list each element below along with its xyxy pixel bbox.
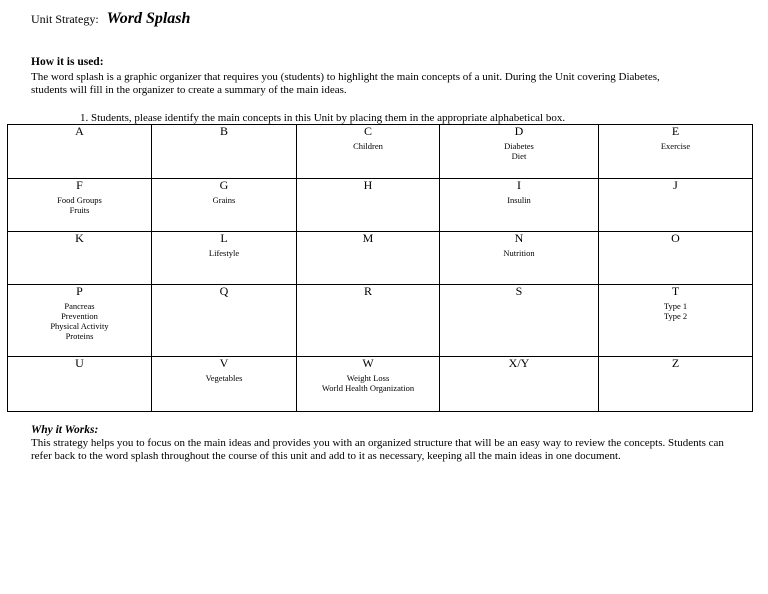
cell-term: Diabetes: [504, 141, 534, 151]
cell-letter: B: [219, 124, 228, 138]
grid-cell: [152, 357, 297, 412]
grid-cell: [297, 232, 440, 285]
word-splash-grid: [7, 124, 753, 412]
cell-term: Diet: [511, 151, 527, 161]
cell-letter: C: [363, 124, 372, 138]
grid-cell: [297, 125, 440, 179]
grid-cell: [152, 232, 297, 285]
grid-cell: [297, 179, 440, 232]
grid-cell: [599, 179, 753, 232]
cell-letter: P: [76, 284, 83, 298]
grid-cell: [440, 125, 599, 179]
grid-cell: [599, 357, 753, 412]
cell-letter: X/Y: [508, 356, 530, 370]
cell-letter: U: [75, 356, 84, 370]
cell-term: Children: [353, 141, 383, 151]
grid-cell: [599, 232, 753, 285]
grid-cell: [297, 285, 440, 357]
cell-letter: F: [76, 178, 83, 192]
cell-letter: D: [514, 124, 524, 138]
grid-row: [8, 179, 753, 232]
grid-row: [8, 285, 753, 357]
how-used-line-1: The word splash is a graphic organizer that requires you (students) to highlight the main concepts of a unit. During the Unit covering Diabetes,: [31, 71, 660, 83]
how-used-line-2: students will fill in the organizer to create a summary of the main ideas.: [31, 84, 347, 96]
cell-letter: M: [362, 231, 374, 245]
cell-letter: W: [362, 356, 374, 370]
grid-cell: [8, 125, 152, 179]
cell-term: World Health Organization: [321, 383, 415, 393]
why-it-works-heading: Why it Works:: [31, 424, 99, 436]
cell-term: Vegetables: [205, 373, 243, 383]
cell-term: Food Groups: [57, 195, 102, 205]
how-used-text: [31, 71, 721, 97]
grid-cell: [8, 285, 152, 357]
cell-letter: J: [673, 178, 678, 192]
cell-letter: E: [671, 124, 680, 138]
grid-cell: [440, 179, 599, 232]
cell-term: Lifestyle: [208, 248, 240, 258]
grid-cell: [152, 285, 297, 357]
grid-cell: [8, 357, 152, 412]
cell-letter: O: [671, 231, 680, 245]
why-line-2: refer back to the word splash throughout the course of this unit and add to it as necessary, keeping all the main ideas in one document.: [31, 450, 621, 462]
cell-letter: I: [517, 178, 521, 192]
title-prefix: Unit Strategy:: [31, 12, 99, 26]
cell-letter: G: [219, 178, 229, 192]
cell-term: Proteins: [65, 331, 94, 341]
cell-letter: H: [363, 178, 373, 192]
cell-letter: S: [515, 284, 523, 298]
cell-term: Fruits: [69, 205, 90, 215]
how-used-heading: How it is used:: [31, 56, 104, 68]
cell-term: Physical Activity: [50, 321, 109, 331]
cell-letter: V: [219, 356, 229, 370]
grid-cell: [440, 357, 599, 412]
grid-cell: [599, 285, 753, 357]
title-main: Word Splash: [106, 10, 191, 27]
grid-cell: [440, 285, 599, 357]
cell-term: Type 2: [663, 311, 688, 321]
cell-letter: Z: [671, 356, 680, 370]
grid-row: [8, 232, 753, 285]
why-it-works-text: [31, 437, 731, 463]
cell-term: Nutrition: [503, 248, 535, 258]
grid-cell: [8, 179, 152, 232]
cell-letter: K: [75, 231, 84, 245]
grid-cell: [8, 232, 152, 285]
grid-cell: [152, 125, 297, 179]
grid-cell: [440, 232, 599, 285]
cell-term: Type 1: [663, 301, 688, 311]
grid-row: [8, 125, 753, 179]
cell-term: Prevention: [61, 311, 98, 321]
cell-letter: T: [671, 284, 680, 298]
cell-letter: A: [75, 124, 84, 138]
cell-letter: L: [220, 231, 228, 245]
cell-term: Weight Loss: [346, 373, 390, 383]
cell-term: Exercise: [660, 141, 691, 151]
grid-cell: [297, 357, 440, 412]
cell-term: Insulin: [507, 195, 531, 205]
grid-cell: [599, 125, 753, 179]
instruction-text: 1. Students, please identify the main concepts in this Unit by placing them in the appropriate alphabetical box.: [80, 112, 566, 124]
grid-cell: [152, 179, 297, 232]
document-title: [31, 10, 190, 28]
cell-term: Grains: [212, 195, 236, 205]
grid-row: [8, 357, 753, 412]
cell-letter: Q: [219, 284, 229, 298]
cell-letter: R: [363, 284, 372, 298]
cell-letter: N: [514, 231, 524, 245]
cell-term: Pancreas: [64, 301, 95, 311]
why-line-1: This strategy helps you to focus on the main ideas and provides you with an organized structure that will be an easy way to review the concepts. Students can: [31, 437, 724, 449]
